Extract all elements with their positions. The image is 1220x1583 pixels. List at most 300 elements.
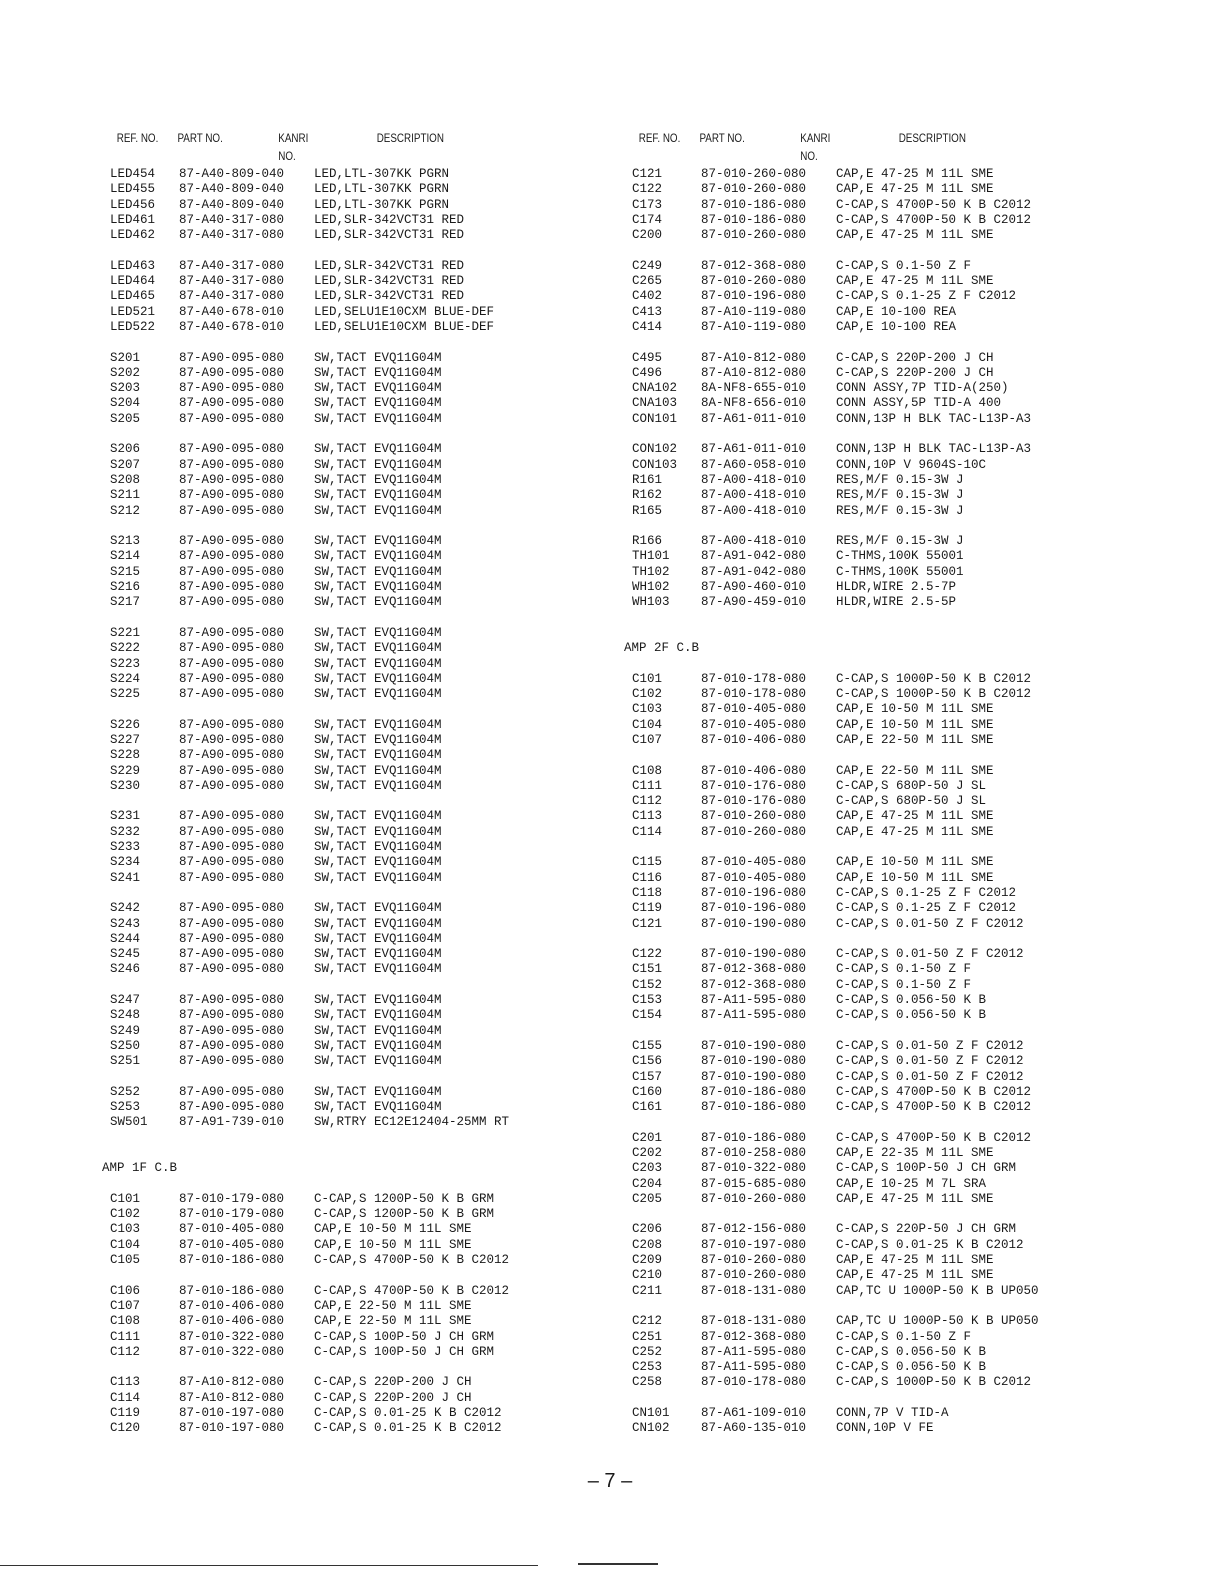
description-cell: LED,SLR-342VCT31 RED	[314, 289, 465, 304]
parts-row	[624, 1039, 1164, 1054]
row-spacer	[624, 840, 1164, 855]
parts-row	[102, 305, 642, 320]
part-no-cell: 87-010-186-080	[701, 1130, 807, 1145]
parts-row	[624, 1253, 1164, 1268]
parts-row	[624, 351, 1164, 366]
parts-row	[624, 1146, 1164, 1161]
description-cell: C-CAP,S 0.056-50 K B	[836, 1344, 987, 1359]
ref-no-cell: C116	[632, 870, 663, 885]
header-kanri-no: NO.	[278, 149, 296, 163]
row-spacer	[102, 1360, 642, 1375]
ref-no-cell: C160	[632, 1084, 663, 1099]
part-no-cell: 87-A91-042-080	[701, 564, 807, 579]
parts-row	[102, 412, 642, 427]
ref-no-cell: C119	[632, 901, 663, 916]
parts-row	[102, 809, 642, 824]
part-no-cell: 87-010-406-080	[701, 763, 807, 778]
part-no-cell: 87-018-131-080	[701, 1314, 807, 1329]
ref-no-cell: C102	[632, 687, 663, 702]
part-no-cell: 87-010-406-080	[179, 1314, 285, 1329]
description-cell: SW,TACT EVQ11G04M	[314, 625, 442, 640]
part-no-cell: 87-A40-678-010	[179, 304, 285, 319]
parts-row	[624, 381, 1164, 396]
parts-row	[624, 396, 1164, 411]
ref-no-cell: C153	[632, 993, 663, 1008]
row-spacer	[102, 335, 642, 350]
description-cell: C-CAP,S 4700P-50 K B C2012	[836, 1084, 1032, 1099]
parts-row	[624, 1177, 1164, 1192]
part-no-cell: 87-012-368-080	[701, 962, 807, 977]
description-cell: C-CAP,S 0.1-50 Z F	[836, 962, 972, 977]
part-no-cell: 87-A00-418-010	[701, 472, 807, 487]
description-cell: C-CAP,S 220P-200 J CH	[836, 365, 994, 380]
description-cell: SW,TACT EVQ11G04M	[314, 595, 442, 610]
ref-no-cell: S212	[110, 503, 141, 518]
section-title: AMP 2F C.B	[624, 641, 700, 656]
parts-row	[624, 167, 1164, 182]
ref-no-cell: S208	[110, 472, 141, 487]
ref-no-cell: SW501	[110, 1115, 148, 1130]
part-no-cell: 87-010-190-080	[701, 916, 807, 931]
part-no-cell: 87-A40-678-010	[179, 319, 285, 334]
ref-no-cell: C103	[632, 702, 663, 717]
description-cell: C-CAP,S 0.01-25 K B C2012	[314, 1406, 502, 1421]
ref-no-cell: C251	[632, 1329, 663, 1344]
parts-row	[624, 1314, 1164, 1329]
bottom-mark	[578, 1563, 658, 1569]
ref-no-cell: S246	[110, 962, 141, 977]
part-no-cell: 87-010-186-080	[701, 1100, 807, 1115]
description-cell: C-CAP,S 0.056-50 K B	[836, 993, 987, 1008]
description-cell: SW,TACT EVQ11G04M	[314, 396, 442, 411]
ref-no-cell: TH101	[632, 549, 670, 564]
part-no-cell: 87-010-260-080	[701, 824, 807, 839]
part-no-cell: 87-A10-812-080	[701, 350, 807, 365]
header-kanri-no: NO.	[800, 149, 818, 163]
row-spacer	[624, 335, 1164, 350]
description-cell: CAP,E 47-25 M 11L SME	[836, 182, 994, 197]
part-no-cell: 87-010-186-080	[179, 1253, 285, 1268]
description-cell: SW,TACT EVQ11G04M	[314, 1008, 442, 1023]
ref-no-cell: C120	[110, 1421, 141, 1436]
part-no-cell: 87-010-197-080	[179, 1406, 285, 1421]
ref-no-cell: LED463	[110, 258, 156, 273]
part-no-cell: 87-A10-119-080	[701, 319, 807, 334]
parts-row	[624, 1268, 1164, 1283]
part-no-cell: 87-A90-095-080	[179, 671, 285, 686]
part-no-cell: 87-A90-095-080	[179, 763, 285, 778]
ref-no-cell: TH102	[632, 564, 670, 579]
description-cell: CONN,13P H BLK TAC-L13P-A3	[836, 411, 1032, 426]
description-cell: C-CAP,S 0.01-50 Z F C2012	[836, 1069, 1024, 1084]
ref-no-cell: CON102	[632, 442, 678, 457]
description-cell: C-THMS,100K 55001	[836, 549, 964, 564]
part-no-cell: 87-A90-095-080	[179, 855, 285, 870]
parts-row	[624, 947, 1164, 962]
description-cell: C-CAP,S 1000P-50 K B C2012	[836, 671, 1032, 686]
description-cell: C-CAP,S 0.01-50 Z F C2012	[836, 1054, 1024, 1069]
parts-row	[102, 1238, 642, 1253]
description-cell: CONN,13P H BLK TAC-L13P-A3	[836, 442, 1032, 457]
part-no-cell: 87-A90-095-080	[179, 595, 285, 610]
ref-no-cell: LED522	[110, 319, 156, 334]
description-cell: LED,LTL-307KK PGRN	[314, 167, 450, 181]
parts-row	[102, 259, 642, 274]
parts-row	[624, 259, 1164, 274]
part-no-cell: 87-010-260-080	[701, 167, 807, 181]
description-cell: C-CAP,S 220P-200 J CH	[836, 350, 994, 365]
ref-no-cell: C265	[632, 274, 663, 289]
description-cell: C-CAP,S 220P-50 J CH GRM	[836, 1222, 1017, 1237]
description-cell: LED,SLR-342VCT31 RED	[314, 228, 465, 243]
description-cell: CONN,7P V TID-A	[836, 1406, 949, 1421]
parts-row	[102, 871, 642, 886]
ref-no-cell: S213	[110, 534, 141, 549]
parts-row	[624, 366, 1164, 381]
description-cell: CAP,E 47-25 M 11L SME	[836, 824, 994, 839]
parts-row	[102, 289, 642, 304]
part-no-cell: 87-A90-095-080	[179, 1100, 285, 1115]
parts-row	[624, 1070, 1164, 1085]
parts-row	[102, 228, 642, 243]
description-cell: CAP,E 47-25 M 11L SME	[836, 809, 994, 824]
description-cell: SW,TACT EVQ11G04M	[314, 671, 442, 686]
parts-row	[624, 1008, 1164, 1023]
ref-no-cell: R165	[632, 503, 663, 518]
row-spacer	[624, 243, 1164, 258]
description-cell: CAP,E 22-50 M 11L SME	[314, 1298, 472, 1313]
description-cell: C-CAP,S 0.056-50 K B	[836, 1360, 987, 1375]
part-no-cell: 87-010-178-080	[701, 1375, 807, 1390]
ref-no-cell: C119	[110, 1406, 141, 1421]
part-no-cell: 87-010-190-080	[701, 947, 807, 962]
parts-row	[624, 504, 1164, 519]
row-spacer	[102, 611, 642, 626]
part-no-cell: 87-010-405-080	[179, 1222, 285, 1237]
ref-no-cell: S234	[110, 855, 141, 870]
part-no-cell: 87-A90-095-080	[179, 350, 285, 365]
parts-row	[102, 396, 642, 411]
part-no-cell: 87-010-406-080	[701, 732, 807, 747]
parts-row	[624, 1284, 1164, 1299]
part-no-cell: 87-010-197-080	[179, 1421, 285, 1436]
description-cell: C-CAP,S 4700P-50 K B C2012	[836, 1100, 1032, 1115]
part-no-cell: 87-010-178-080	[701, 671, 807, 686]
ref-no-cell: C204	[632, 1176, 663, 1191]
parts-row	[102, 213, 642, 228]
ref-no-cell: S248	[110, 1008, 141, 1023]
parts-row	[102, 1406, 642, 1421]
part-no-cell: 87-010-176-080	[701, 778, 807, 793]
description-cell: CAP,E 10-25 M 7L SRA	[836, 1176, 987, 1191]
parts-row	[624, 855, 1164, 870]
right-column-header	[624, 131, 968, 167]
part-no-cell: 87-A10-119-080	[701, 304, 807, 319]
description-cell: CAP,E 10-100 REA	[836, 319, 957, 334]
ref-no-cell: C106	[110, 1283, 141, 1298]
ref-no-cell: C101	[110, 1191, 141, 1206]
header-ref-no: REF. NO.	[638, 131, 681, 145]
part-no-cell: 87-A90-095-080	[179, 1038, 285, 1053]
part-no-cell: 87-018-131-080	[701, 1283, 807, 1298]
ref-no-cell: CON101	[632, 411, 678, 426]
parts-row	[102, 855, 642, 870]
parts-row	[102, 764, 642, 779]
header-description: DESCRIPTION	[376, 131, 444, 145]
ref-no-cell: S251	[110, 1054, 141, 1069]
description-cell: SW,TACT EVQ11G04M	[314, 350, 442, 365]
description-cell: SW,TACT EVQ11G04M	[314, 993, 442, 1008]
part-no-cell: 87-010-260-080	[701, 1191, 807, 1206]
parts-row	[624, 473, 1164, 488]
ref-no-cell: LED461	[110, 212, 156, 227]
description-cell: RES,M/F 0.15-3W J	[836, 503, 964, 518]
description-cell: C-CAP,S 0.01-50 Z F C2012	[836, 1038, 1024, 1053]
parts-row	[624, 1406, 1164, 1421]
ref-no-cell: CON103	[632, 457, 678, 472]
parts-row	[102, 672, 642, 687]
ref-no-cell: S223	[110, 656, 141, 671]
parts-row	[102, 580, 642, 595]
description-cell: C-CAP,S 1200P-50 K B GRM	[314, 1191, 495, 1206]
part-no-cell: 87-010-322-080	[701, 1161, 807, 1176]
description-cell: CAP,E 47-25 M 11L SME	[836, 1268, 994, 1283]
description-cell: C-CAP,S 0.1-50 Z F	[836, 258, 972, 273]
parts-row	[102, 962, 642, 977]
parts-row	[102, 1375, 642, 1390]
description-cell: C-CAP,S 680P-50 J SL	[836, 778, 987, 793]
page-number: – 7 –	[587, 1470, 633, 1492]
bottom-divider	[0, 1565, 538, 1566]
parts-row	[624, 412, 1164, 427]
description-cell: SW,TACT EVQ11G04M	[314, 656, 442, 671]
part-no-cell: 87-A90-095-080	[179, 717, 285, 732]
ref-no-cell: C157	[632, 1069, 663, 1084]
description-cell: SW,TACT EVQ11G04M	[314, 411, 442, 426]
part-no-cell: 87-010-260-080	[701, 274, 807, 289]
ref-no-cell: S228	[110, 748, 141, 763]
parts-row	[102, 549, 642, 564]
description-cell: SW,TACT EVQ11G04M	[314, 763, 442, 778]
parts-row	[102, 1192, 642, 1207]
ref-no-cell: S225	[110, 687, 141, 702]
ref-no-cell: S250	[110, 1038, 141, 1053]
parts-row	[102, 917, 642, 932]
part-no-cell: 87-A90-095-080	[179, 778, 285, 793]
description-cell: SW,TACT EVQ11G04M	[314, 641, 442, 656]
description-cell: CONN ASSY,7P TID-A(250)	[836, 381, 1009, 396]
parts-row	[102, 534, 642, 549]
part-no-cell: 87-A11-595-080	[701, 1344, 807, 1359]
parts-row	[624, 549, 1164, 564]
description-cell: C-CAP,S 4700P-50 K B C2012	[836, 197, 1032, 212]
part-no-cell: 87-A90-095-080	[179, 870, 285, 885]
description-cell: C-CAP,S 0.1-25 Z F C2012	[836, 289, 1017, 304]
ref-no-cell: C108	[110, 1314, 141, 1329]
row-spacer	[624, 519, 1164, 534]
part-no-cell: 87-A90-095-080	[179, 625, 285, 640]
parts-row	[102, 274, 642, 289]
part-no-cell: 87-A91-739-010	[179, 1115, 285, 1130]
part-no-cell: 87-A61-011-010	[701, 442, 807, 457]
description-cell: SW,TACT EVQ11G04M	[314, 732, 442, 747]
ref-no-cell: C102	[110, 1207, 141, 1222]
description-cell: CAP,E 22-50 M 11L SME	[836, 763, 994, 778]
part-no-cell: 87-010-406-080	[179, 1298, 285, 1313]
description-cell: SW,TACT EVQ11G04M	[314, 1084, 442, 1099]
parts-row	[624, 1375, 1164, 1390]
parts-row	[624, 794, 1164, 809]
part-no-cell: 87-010-196-080	[701, 289, 807, 304]
part-no-cell: 87-A40-809-040	[179, 167, 285, 181]
parts-row	[624, 886, 1164, 901]
ref-no-cell: S227	[110, 732, 141, 747]
part-no-cell: 87-012-368-080	[701, 1329, 807, 1344]
ref-no-cell: C152	[632, 977, 663, 992]
description-cell: CAP,E 10-50 M 11L SME	[314, 1222, 472, 1237]
ref-no-cell: C121	[632, 167, 663, 181]
part-no-cell: 87-010-186-080	[701, 212, 807, 227]
ref-no-cell: CN101	[632, 1406, 670, 1421]
parts-row	[102, 1207, 642, 1222]
description-cell: SW,TACT EVQ11G04M	[314, 1038, 442, 1053]
parts-row	[624, 488, 1164, 503]
part-no-cell: 87-A90-095-080	[179, 534, 285, 549]
part-no-cell: 87-010-260-080	[701, 228, 807, 243]
description-cell: SW,RTRY EC12E12404-25MM RT	[314, 1115, 510, 1130]
row-spacer	[624, 1024, 1164, 1039]
parts-row	[102, 488, 642, 503]
ref-no-cell: C402	[632, 289, 663, 304]
description-cell: LED,SLR-342VCT31 RED	[314, 274, 465, 289]
part-no-cell: 87-010-176-080	[701, 794, 807, 809]
ref-no-cell: CNA103	[632, 396, 678, 411]
description-cell: C-CAP,S 100P-50 J CH GRM	[314, 1329, 495, 1344]
part-no-cell: 87-A60-058-010	[701, 457, 807, 472]
description-cell: SW,TACT EVQ11G04M	[314, 962, 442, 977]
description-cell: C-THMS,100K 55001	[836, 564, 964, 579]
part-no-cell: 87-A90-095-080	[179, 488, 285, 503]
ref-no-cell: C103	[110, 1222, 141, 1237]
ref-no-cell: C210	[632, 1268, 663, 1283]
part-no-cell: 87-012-156-080	[701, 1222, 807, 1237]
part-no-cell: 87-A90-095-080	[179, 442, 285, 457]
parts-row	[102, 626, 642, 641]
ref-no-cell: LED465	[110, 289, 156, 304]
row-spacer	[624, 1299, 1164, 1314]
ref-no-cell: WH102	[632, 580, 670, 595]
part-no-cell: 87-010-186-080	[701, 1084, 807, 1099]
ref-no-cell: C113	[110, 1375, 141, 1390]
parts-row	[102, 657, 642, 672]
ref-no-cell: C212	[632, 1314, 663, 1329]
ref-no-cell: S247	[110, 993, 141, 1008]
description-cell: LED,LTL-307KK PGRN	[314, 182, 450, 197]
ref-no-cell: S215	[110, 564, 141, 579]
ref-no-cell: S243	[110, 916, 141, 931]
header-part-no: PART NO.	[177, 131, 223, 145]
description-cell: SW,TACT EVQ11G04M	[314, 824, 442, 839]
part-no-cell: 87-A90-095-080	[179, 748, 285, 763]
description-cell: CAP,E 10-50 M 11L SME	[836, 855, 994, 870]
description-cell: SW,TACT EVQ11G04M	[314, 442, 442, 457]
parts-row	[624, 702, 1164, 717]
ref-no-cell: C155	[632, 1038, 663, 1053]
part-no-cell: 87-A61-109-010	[701, 1406, 807, 1421]
description-cell: SW,TACT EVQ11G04M	[314, 1100, 442, 1115]
ref-no-cell: C253	[632, 1360, 663, 1375]
description-cell: CAP,E 10-50 M 11L SME	[836, 702, 994, 717]
ref-no-cell: C205	[632, 1191, 663, 1206]
ref-no-cell: S205	[110, 411, 141, 426]
description-cell: CONN ASSY,5P TID-A 400	[836, 396, 1002, 411]
part-no-cell: 87-010-260-080	[701, 1268, 807, 1283]
parts-row	[102, 1039, 642, 1054]
parts-row	[624, 565, 1164, 580]
description-cell: SW,TACT EVQ11G04M	[314, 534, 442, 549]
description-cell: CAP,E 47-25 M 11L SME	[836, 274, 994, 289]
ref-no-cell: S202	[110, 365, 141, 380]
parts-row	[102, 947, 642, 962]
part-no-cell: 87-A00-418-010	[701, 503, 807, 518]
ref-no-cell: S229	[110, 763, 141, 778]
parts-row	[102, 167, 642, 182]
row-spacer	[102, 978, 642, 993]
ref-no-cell: S204	[110, 396, 141, 411]
part-no-cell: 87-010-405-080	[701, 870, 807, 885]
parts-row	[102, 504, 642, 519]
part-no-cell: 87-A90-095-080	[179, 901, 285, 916]
part-no-cell: 87-A90-095-080	[179, 809, 285, 824]
part-no-cell: 87-010-322-080	[179, 1344, 285, 1359]
parts-row	[102, 1314, 642, 1329]
ref-no-cell: C101	[632, 671, 663, 686]
ref-no-cell: S253	[110, 1100, 141, 1115]
description-cell: C-CAP,S 1200P-50 K B GRM	[314, 1207, 495, 1222]
ref-no-cell: CNA102	[632, 381, 678, 396]
description-cell: CAP,E 10-100 REA	[836, 304, 957, 319]
header-ref-no: REF. NO.	[116, 131, 159, 145]
part-no-cell: 87-A90-095-080	[179, 457, 285, 472]
part-no-cell: 87-A90-095-080	[179, 1023, 285, 1038]
ref-no-cell: C174	[632, 212, 663, 227]
description-cell: C-CAP,S 0.1-25 Z F C2012	[836, 885, 1017, 900]
description-cell: SW,TACT EVQ11G04M	[314, 580, 442, 595]
parts-row	[102, 381, 642, 396]
ref-no-cell: C161	[632, 1100, 663, 1115]
part-no-cell: 87-012-368-080	[701, 977, 807, 992]
part-no-cell: 87-A90-095-080	[179, 993, 285, 1008]
parts-row	[102, 595, 642, 610]
ref-no-cell: S217	[110, 595, 141, 610]
description-cell: LED,LTL-307KK PGRN	[314, 197, 450, 212]
part-no-cell: 87-010-405-080	[701, 855, 807, 870]
row-spacer	[102, 519, 642, 534]
description-cell: SW,TACT EVQ11G04M	[314, 901, 442, 916]
ref-no-cell: S232	[110, 824, 141, 839]
ref-no-cell: S221	[110, 625, 141, 640]
description-cell: LED,SLR-342VCT31 RED	[314, 212, 465, 227]
ref-no-cell: C112	[632, 794, 663, 809]
description-cell: C-CAP,S 100P-50 J CH GRM	[314, 1344, 495, 1359]
parts-row	[102, 1391, 642, 1406]
ref-no-cell: C200	[632, 228, 663, 243]
ref-no-cell: C107	[632, 732, 663, 747]
row-spacer	[624, 657, 1164, 672]
parts-row	[624, 198, 1164, 213]
description-cell: SW,TACT EVQ11G04M	[314, 472, 442, 487]
description-cell: SW,TACT EVQ11G04M	[314, 855, 442, 870]
